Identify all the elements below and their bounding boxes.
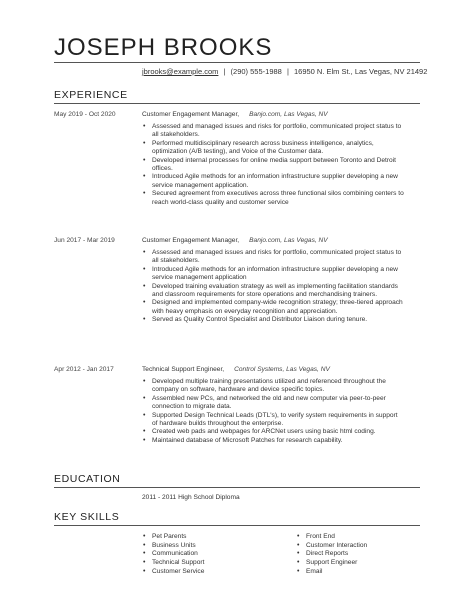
job-company: Banjo.com, Las Vegas, NV	[249, 111, 328, 118]
job-bullet: • Developed internal processes for online media support between Toronto and Detroit offices.	[152, 157, 404, 174]
job-bullet: • Developed multiple training presentations utilized and referenced throughout the company on software, hardware and device specific topics.	[152, 378, 404, 395]
skill-item: • Front End	[306, 533, 367, 542]
job-heading	[142, 366, 330, 374]
job-title: Customer Engagement Manager,	[142, 237, 240, 244]
skill-item: • Customer Service	[152, 568, 204, 577]
job-company: Control Systems, Las Vegas, NV	[234, 366, 330, 373]
skill-item: • Pet Parents	[152, 533, 204, 542]
job-bullets	[152, 378, 404, 445]
skill-item: • Email	[306, 568, 367, 577]
job-bullet: • Maintained database of Microsoft Patches for research capability.	[152, 437, 404, 445]
job-bullet: • Served as Quality Control Specialist and Distributor Liaison during tenure.	[152, 316, 404, 324]
job-dates: Jun 2017 - Mar 2019	[54, 237, 115, 244]
experience-heading: EXPERIENCE	[54, 89, 128, 101]
phone-number: (290) 555-1988	[230, 67, 282, 76]
job-bullets	[152, 249, 404, 325]
skill-item: • Customer Interaction	[306, 542, 367, 551]
address: 16950 N. Elm St., Las Vegas, NV 21492	[293, 67, 428, 76]
job-bullet: • Secured agreement from executives across three functional silos combining centers to reach world-class quality and customer service	[152, 190, 404, 207]
skill-item: • Direct Reports	[306, 550, 367, 559]
skills-list-left	[152, 533, 204, 577]
job-bullet: • Supported Design Technical Leads (DTL's), to verify system requirements in support of hardware builds throughout the enterprise.	[152, 412, 404, 429]
job-bullet: • Assessed and managed issues and risks for portfolio, communicated project status to all stakeholders.	[152, 249, 404, 266]
job-bullet: • Introduced Agile methods for an information infrastructure supplier developing a new service management application.	[152, 173, 404, 190]
job-title: Technical Support Engineer,	[142, 366, 225, 373]
education-years: 2011 - 2011	[142, 494, 177, 501]
education-heading: EDUCATION	[54, 473, 121, 485]
job-bullet: • Created web pads and webpages for ARCNet users using basic html coding.	[152, 428, 404, 436]
header-divider	[54, 62, 420, 63]
education-degree: High School Diploma	[178, 494, 240, 501]
skill-item: • Support Engineer	[306, 559, 367, 568]
job-bullet: • Developed training evaluation strategy as well as implementing facilitation standards and classroom requirements for store operations and merchandising trainers.	[152, 283, 404, 300]
job-bullet: • Performed multidisciplinary research across business intelligence, analytics, optimization (A/B testing), and Voice of the Customer data.	[152, 140, 404, 157]
job-bullets	[152, 123, 404, 207]
education-divider	[54, 487, 420, 488]
contact-line	[142, 67, 427, 76]
job-heading	[142, 237, 328, 245]
skill-item: • Business Units	[152, 542, 204, 551]
job-title: Customer Engagement Manager,	[142, 111, 240, 118]
job-company: Banjo.com, Las Vegas, NV	[249, 237, 328, 244]
candidate-name: JOSEPH BROOKS	[54, 34, 273, 61]
experience-divider	[54, 103, 420, 104]
job-bullet: • Assessed and managed issues and risks for portfolio, communicated project status to all stakeholders.	[152, 123, 404, 140]
email-link[interactable]: jbrooks@example.com	[142, 67, 219, 76]
job-bullet: • Introduced Agile methods for an information infrastructure supplier developing a new service management application	[152, 266, 404, 283]
job-bullet: • Designed and implemented company-wide recognition strategy; three-tiered approach with heavy emphasis on everyday recognition and appreciation.	[152, 299, 404, 316]
skill-item: • Technical Support	[152, 559, 204, 568]
education-entry	[142, 494, 240, 501]
contact-separator: |	[223, 67, 226, 76]
skills-list-right	[306, 533, 367, 577]
contact-separator: |	[286, 67, 289, 76]
job-bullet: • Assembled new PCs, and networked the old and new computer via peer-to-peer connection to migrate data.	[152, 395, 404, 412]
skills-divider	[54, 525, 420, 526]
job-heading	[142, 111, 328, 119]
skills-heading: KEY SKILLS	[54, 511, 120, 523]
job-dates: Apr 2012 - Jan 2017	[54, 366, 114, 373]
job-dates: May 2019 - Oct 2020	[54, 111, 116, 118]
skill-item: • Communication	[152, 550, 204, 559]
